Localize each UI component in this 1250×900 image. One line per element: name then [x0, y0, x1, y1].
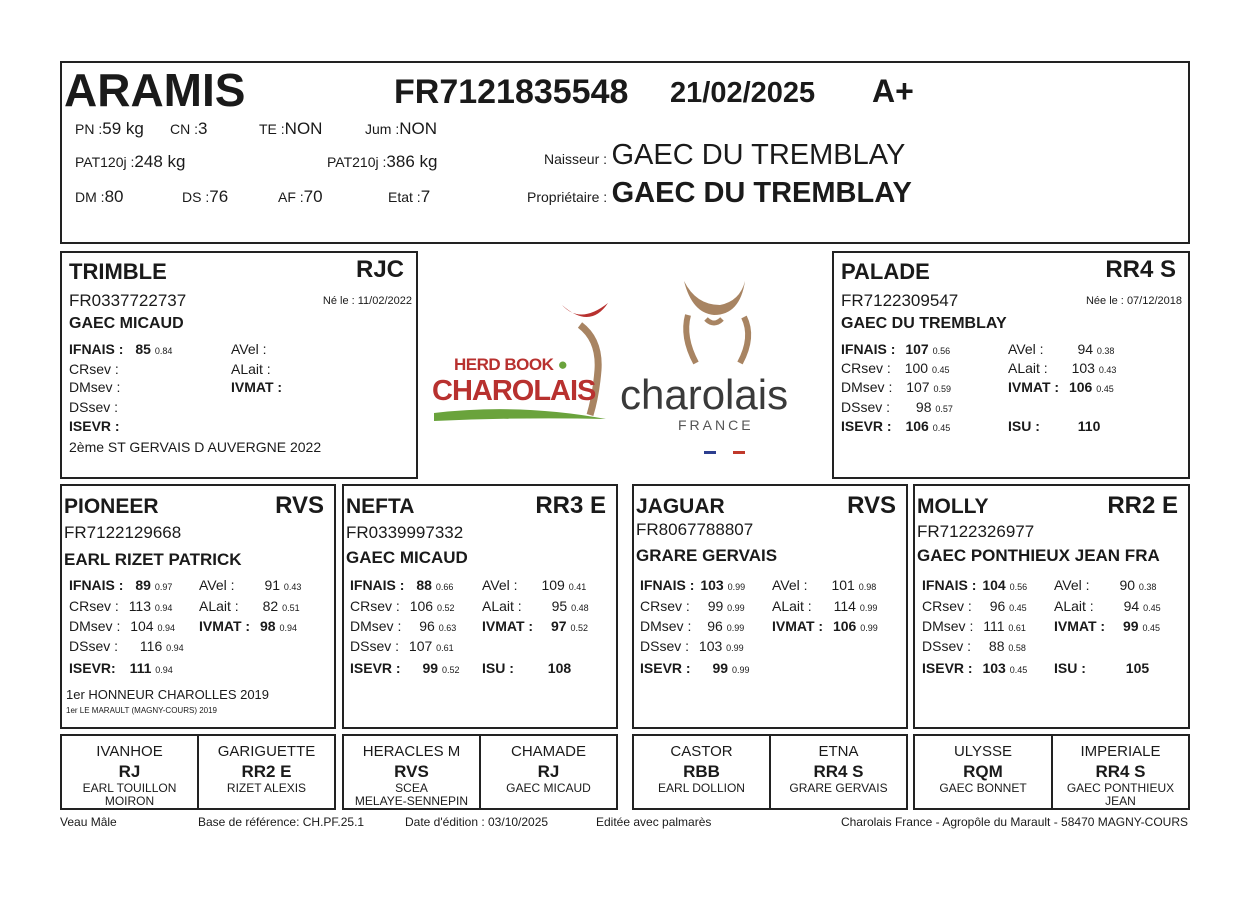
gp-name: PIONEER: [64, 495, 159, 518]
gp-ifnais: IFNAIS : 104 0.56: [922, 577, 1028, 593]
gp-isevr: ISEVR : 99 0.52: [350, 660, 460, 676]
gp-ivmat: IVMAT : 98 0.94: [199, 618, 297, 634]
gp-avel: AVel : 91 0.43: [199, 577, 302, 593]
sire-owner: GAEC MICAUD: [69, 315, 184, 332]
gp-alait: ALait : 95 0.48: [482, 598, 589, 614]
gp-code: RVS: [847, 492, 896, 519]
dam-isevr: ISEVR : 106 0.45: [841, 418, 951, 434]
ancestor-group: [913, 734, 1190, 810]
gp-id: FR0339997332: [346, 523, 464, 542]
grandparent-card: [60, 484, 336, 729]
dam-ifnais: IFNAIS : 107 0.56: [841, 341, 951, 357]
gp-dssev: DSsev : 116 0.94: [69, 638, 184, 654]
gp-isevr: ISEVR : 99 0.99: [640, 660, 750, 676]
gp-owner: EARL RIZET PATRICK: [64, 550, 242, 569]
gp-ivmat: IVMAT : 106 0.99: [772, 618, 878, 634]
gp-crsev: CRsev : 99 0.99: [640, 598, 745, 614]
gp-owner: GAEC MICAUD: [346, 548, 468, 567]
gp-ifnais: IFNAIS : 89 0.97: [69, 577, 173, 593]
jum-field: Jum :NON: [365, 119, 438, 138]
grandparent-card: [342, 484, 618, 729]
gp-award-1: 1er HONNEUR CHAROLLES 2019: [66, 687, 270, 702]
dam-code: RR4 S: [1105, 256, 1176, 283]
gp-isu: ISU : 105: [1054, 660, 1150, 676]
sire-ifnais: IFNAIS : 85 0.84: [69, 341, 173, 357]
animal-header: [60, 61, 1190, 244]
sire-dmsev: DMsev :: [69, 379, 121, 395]
gp-dmsev: DMsev : 104 0.94: [69, 618, 176, 634]
ancestor-cell: CHAMADE RJ GAEC MICAUD: [506, 743, 591, 795]
dam-crsev: CRsev : 100 0.45: [841, 360, 950, 376]
sire-id: FR0337722737: [69, 291, 187, 310]
gp-isu: ISU : 108: [482, 660, 572, 676]
sire-code: RJC: [355, 256, 404, 283]
gp-isevr: ISEVR: 111 0.94: [69, 660, 173, 676]
gp-dssev: DSsev : 103 0.99: [640, 638, 744, 654]
footer-palmares: Editée avec palmarès: [596, 815, 712, 829]
charolais-text: charolais: [620, 371, 789, 418]
grandparent-card: [913, 484, 1190, 729]
gp-dmsev: DMsev : 96 0.63: [350, 618, 457, 634]
sire-award: 2ème ST GERVAIS D AUVERGNE 2022: [69, 439, 322, 455]
gp-name: MOLLY: [917, 495, 989, 518]
france-text: FRANCE: [678, 417, 754, 433]
ancestor-group: [342, 734, 618, 810]
gp-dssev: DSsev : 107 0.61: [350, 638, 454, 654]
footer-base: Base de référence: CH.PF.25.1: [198, 815, 365, 829]
sire-alait: ALait :: [231, 361, 271, 377]
gp-alait: ALait : 114 0.99: [772, 598, 878, 614]
ancestor-group: [632, 734, 908, 810]
grandparent-card: [632, 484, 908, 729]
sire-card: [60, 251, 418, 479]
dm-field: DM :80: [75, 187, 124, 206]
gp-crsev: CRsev : 96 0.45: [922, 598, 1027, 614]
gp-dssev: DSsev : 88 0.58: [922, 638, 1026, 654]
footer-sex: Veau Mâle: [60, 815, 117, 829]
gp-alait: ALait : 82 0.51: [199, 598, 300, 614]
proprietaire-field: Propriétaire : GAEC DU TREMBLAY: [527, 177, 912, 209]
grade-badge: A+: [872, 73, 914, 109]
cn-field: CN :3: [170, 119, 208, 138]
herdbook-logo: [430, 295, 620, 425]
sire-born: Né le : 11/02/2022: [322, 295, 412, 307]
gp-code: RVS: [275, 492, 324, 519]
gp-name: JAGUAR: [636, 495, 725, 518]
gp-ivmat: IVMAT : 97 0.52: [482, 618, 588, 634]
gp-alait: ALait : 94 0.45: [1054, 598, 1161, 614]
gp-ivmat: IVMAT : 99 0.45: [1054, 618, 1160, 634]
te-field: TE :NON: [259, 119, 323, 138]
ancestor-cell: ULYSSE RQM GAEC BONNET: [915, 736, 1053, 808]
dam-ivmat: IVMAT : 106 0.45: [1008, 379, 1114, 395]
herdbook-main-text: CHAROLAIS: [432, 375, 596, 407]
gp-id: FR7122129668: [64, 523, 182, 542]
pn-field: PN :59 kg: [75, 119, 144, 138]
gp-award-2: 1er LE MARAULT (MAGNY-COURS) 2019: [66, 706, 218, 715]
ancestor-cell: IMPERIALE RR4 S GAEC PONTHIEUX JEAN: [1066, 743, 1175, 808]
af-field: AF :70: [278, 187, 323, 206]
ancestor-cell: CASTOR RBB EARL DOLLION: [634, 736, 771, 808]
gp-crsev: CRsev : 106 0.52: [350, 598, 455, 614]
animal-id: FR7121835548: [394, 73, 629, 111]
dam-avel: AVel : 94 0.38: [1008, 341, 1115, 357]
dam-born: Née le : 07/12/2018: [1085, 295, 1182, 307]
ancestor-group: [60, 734, 336, 810]
gp-avel: AVel : 101 0.98: [772, 577, 877, 593]
dam-dmsev: DMsev : 107 0.59: [841, 379, 952, 395]
dam-owner: GAEC DU TREMBLAY: [841, 315, 1007, 332]
gp-id: FR8067788807: [636, 520, 754, 539]
birth-date: 21/02/2025: [670, 77, 816, 109]
gp-avel: AVel : 90 0.38: [1054, 577, 1157, 593]
herdbook-top-text: HERD BOOK ●: [454, 355, 568, 374]
charolais-france-logo: [618, 275, 828, 450]
gp-code: RR2 E: [1107, 492, 1178, 519]
animal-name: ARAMIS: [64, 64, 246, 116]
charolais-bull-icon: [618, 275, 828, 385]
etat-field: Etat :7: [388, 187, 431, 206]
dam-isu: ISU : 110: [1008, 418, 1101, 434]
gp-owner: GAEC PONTHIEUX JEAN FRA: [917, 546, 1160, 565]
dam-name: PALADE: [841, 259, 930, 284]
sire-name: TRIMBLE: [69, 259, 167, 284]
ancestor-cell: GARIGUETTE RR2 E RIZET ALEXIS: [217, 743, 316, 795]
sire-isevr: ISEVR :: [69, 418, 120, 434]
gp-ifnais: IFNAIS : 88 0.66: [350, 577, 454, 593]
gp-id: FR7122326977: [917, 522, 1035, 541]
ancestor-cell: ETNA RR4 S GRARE GERVAIS: [789, 743, 888, 795]
naisseur-field: Naisseur : GAEC DU TREMBLAY: [544, 139, 906, 171]
flag-dashes-icon: [704, 441, 745, 459]
sire-avel: AVel :: [231, 341, 267, 357]
gp-isevr: ISEVR : 103 0.45: [922, 660, 1028, 676]
gp-owner: GRARE GERVAIS: [636, 546, 778, 565]
gp-crsev: CRsev : 113 0.94: [69, 598, 173, 614]
sire-dssev: DSsev :: [69, 399, 119, 415]
ds-field: DS :76: [182, 187, 229, 206]
gp-ifnais: IFNAIS : 103 0.99: [640, 577, 746, 593]
gp-name: NEFTA: [346, 495, 415, 518]
gp-avel: AVel : 109 0.41: [482, 577, 587, 593]
pat120-field: PAT120j :248 kg: [75, 152, 186, 171]
gp-dmsev: DMsev : 96 0.99: [640, 618, 745, 634]
sire-ivmat: IVMAT :: [231, 379, 283, 395]
dam-card: [832, 251, 1190, 479]
ancestor-cell: IVANHOE RJ EARL TOUILLON MOIRON: [62, 736, 199, 808]
gp-code: RR3 E: [535, 492, 606, 519]
gp-dmsev: DMsev : 111 0.61: [922, 618, 1026, 634]
dam-dssev: DSsev : 98 0.57: [841, 399, 953, 415]
dam-alait: ALait : 103 0.43: [1008, 360, 1117, 376]
pat210-field: PAT210j :386 kg: [327, 152, 438, 171]
ancestor-cell: HERACLES M RVS SCEA MELAYE-SENNEPIN: [344, 736, 481, 808]
dam-id: FR7122309547: [841, 291, 959, 310]
footer-edition-date: Date d'édition : 03/10/2025: [405, 815, 549, 829]
footer-organisation: Charolais France - Agropôle du Marault - 58470 MAGNY-COURS: [840, 815, 1188, 829]
sire-crsev: CRsev :: [69, 361, 119, 377]
